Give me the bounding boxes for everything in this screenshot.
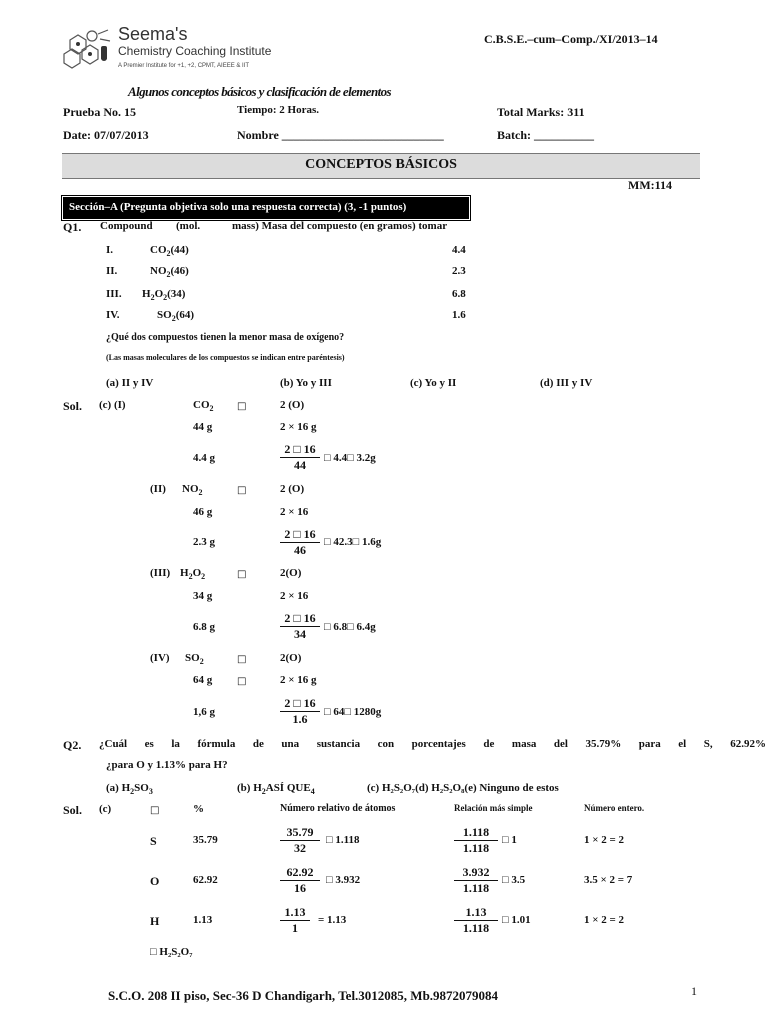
course-code: C.B.S.E.–cum–Comp./XI/2013–14 bbox=[484, 32, 658, 46]
q2-word: para bbox=[638, 738, 661, 750]
whole-value: 1 × 2 = 2 bbox=[584, 914, 625, 926]
q1-stem-mol: (mol. bbox=[176, 220, 201, 232]
q1-item-roman: II. bbox=[106, 265, 118, 277]
q1-item-mass: 2.3 bbox=[452, 265, 466, 277]
q1-option-b: (b) Yo y III bbox=[280, 377, 332, 389]
q2-word: sustancia bbox=[316, 738, 361, 750]
q1-option-d: (d) III y IV bbox=[540, 377, 593, 389]
q1-item-formula: $CO_2(44)$ bbox=[150, 244, 189, 259]
sol-tag: (IV) bbox=[150, 652, 170, 664]
q1-question: ¿Qué dos compuestos tienen la menor masa de oxígeno? bbox=[106, 332, 345, 343]
q2-word: fórmula bbox=[197, 738, 236, 750]
sol-mass: 46 g bbox=[193, 506, 213, 518]
placeholder-glyph: □ bbox=[237, 569, 247, 580]
sol-mass: 64 g bbox=[193, 674, 213, 686]
q1-option-c: (c) Yo y II bbox=[410, 377, 457, 389]
logo-emblem bbox=[62, 26, 116, 72]
placeholder-glyph: □ bbox=[237, 676, 247, 687]
q2-option-a: (a) $H_2SO_3$ bbox=[106, 782, 153, 797]
sol-result: □ 6.8□ 6.4g bbox=[324, 621, 376, 633]
sol-taken-mass: 1,6 g bbox=[193, 706, 215, 718]
q2-word: del bbox=[553, 738, 568, 750]
q1-item-mass: 4.4 bbox=[452, 244, 466, 256]
logo-name: Seema's bbox=[118, 24, 188, 44]
q2-word: ¿Cuál bbox=[99, 738, 128, 750]
sol-ratio: 2(O) bbox=[280, 652, 302, 664]
q1-item-roman: III. bbox=[106, 288, 122, 300]
student-name-field: Nombre ___________________________ bbox=[237, 128, 444, 142]
sol2-label: Sol. bbox=[63, 803, 83, 817]
whole-value: 1 × 2 = 2 bbox=[584, 834, 625, 846]
q2-option-b: (b) $H_2ASÍ$ $QUE_4$ bbox=[237, 782, 315, 797]
relative-value: □ 1.118 bbox=[326, 834, 360, 846]
q1-item-mass: 1.6 bbox=[452, 309, 466, 321]
q2-options-cde: (c) H₂S₂O₇(d) H₂S₂O₈(e) Ninguno de estos bbox=[367, 782, 559, 794]
q1-item-roman: IV. bbox=[106, 309, 120, 321]
q1-stem-compound: Compound bbox=[100, 220, 153, 232]
relative-fraction: $\frac{35.79}{32}$ bbox=[280, 825, 320, 856]
q2-word: 35.79% bbox=[585, 738, 622, 750]
sol-oxygen-mass: 2 × 16 bbox=[280, 506, 309, 518]
placeholder-glyph: □ bbox=[150, 805, 160, 816]
sol-oxygen-mass: 2 × 16 bbox=[280, 590, 309, 602]
batch-field: Batch: __________ bbox=[497, 128, 594, 142]
col-relative-atoms: Número relativo de átomos bbox=[280, 803, 396, 814]
sol1-answer: (c) (I) bbox=[99, 399, 126, 411]
q1-item-formula: $NO_2(46)$ bbox=[150, 265, 189, 280]
sol-ratio: 2(O) bbox=[280, 567, 302, 579]
q2-word: la bbox=[171, 738, 180, 750]
max-marks: MM:114 bbox=[628, 178, 672, 192]
sol-oxygen-mass: 2 × 16 g bbox=[280, 674, 317, 686]
sol2-final-formula: □ H₂S₂O₇ bbox=[150, 946, 193, 958]
q1-stem-rest: mass) Masa del compuesto (en gramos) tomar bbox=[232, 220, 448, 232]
sol-fraction: $\frac{2 □ 16}{1.6}$ bbox=[280, 696, 320, 727]
q2-stem-line1 bbox=[99, 738, 766, 750]
q2-word: masa bbox=[511, 738, 537, 750]
placeholder-glyph: □ bbox=[237, 485, 247, 496]
sol-mass: 44 g bbox=[193, 421, 213, 433]
test-duration: Tiempo: 2 Horas. bbox=[237, 104, 319, 116]
sol-fraction: $\frac{2 □ 16}{46}$ bbox=[280, 527, 320, 558]
element-symbol: O bbox=[150, 874, 160, 888]
total-marks: Total Marks: 311 bbox=[497, 105, 585, 119]
relative-fraction: $\frac{1.13}{1}$ bbox=[280, 905, 310, 936]
element-percent: 62.92 bbox=[193, 874, 218, 886]
logo-institute: Chemistry Coaching Institute bbox=[118, 44, 272, 58]
q1-item-roman: I. bbox=[106, 244, 114, 256]
sol-taken-mass: 4.4 g bbox=[193, 452, 215, 464]
q2-word: el bbox=[678, 738, 687, 750]
sol-compound: $H_2O_2$ bbox=[180, 567, 206, 582]
sol-taken-mass: 2.3 g bbox=[193, 536, 215, 548]
q1-item-formula: $H_2O_2(34)$ bbox=[142, 288, 186, 303]
q1-number: Q1. bbox=[63, 220, 82, 234]
sol-mass: 34 g bbox=[193, 590, 213, 602]
q2-word: es bbox=[144, 738, 154, 750]
q1-item-formula: $SO_2(64)$ bbox=[157, 309, 195, 324]
q1-item-mass: 6.8 bbox=[452, 288, 466, 300]
q1-note: (Las masas moleculares de los compuestos se indican entre paréntesis) bbox=[106, 353, 345, 362]
topic-title: Algunos conceptos básicos y clasificación de elementos bbox=[128, 84, 391, 99]
q2-word: S, bbox=[703, 738, 713, 750]
q2-word: una bbox=[281, 738, 300, 750]
sol-compound: $CO_2$ bbox=[193, 399, 214, 414]
test-number: Prueba No. 15 bbox=[63, 105, 136, 119]
q2-word: de bbox=[483, 738, 495, 750]
sol-ratio: 2 (O) bbox=[280, 399, 305, 411]
sol-tag: (II) bbox=[150, 483, 166, 495]
col-whole-number: Número entero. bbox=[584, 803, 645, 813]
whole-value: 3.5 × 2 = 7 bbox=[584, 874, 633, 886]
logo-tagline: A Premier Institute for +1, +2, CPMT, AIEEE & IIT bbox=[118, 63, 250, 69]
banner-title: CONCEPTOS BÁSICOS bbox=[305, 157, 457, 172]
q2-stem-line2: ¿para O y 1.13% para H? bbox=[106, 759, 228, 771]
simple-value: □ 1 bbox=[502, 834, 517, 846]
test-date: Date: 07/07/2013 bbox=[63, 128, 149, 142]
element-percent: 35.79 bbox=[193, 834, 218, 846]
footer-address: S.C.O. 208 II piso, Sec-36 D Chandigarh, Tel.3012085, Mb.9872079084 bbox=[108, 988, 499, 1003]
simple-fraction: $\frac{3.932}{1.118}$ bbox=[454, 865, 498, 896]
simple-value: □ 3.5 bbox=[502, 874, 526, 886]
sol-oxygen-mass: 2 × 16 g bbox=[280, 421, 317, 433]
col-simplest-ratio: Relación más simple bbox=[454, 803, 533, 813]
page-number: 1 bbox=[691, 984, 697, 998]
section-a-title: Sección–A (Pregunta objetiva solo una respuesta correcta) (3, -1 puntos) bbox=[69, 201, 407, 213]
q2-word: 62.92% bbox=[730, 738, 766, 750]
sol1-label: Sol. bbox=[63, 399, 83, 413]
element-symbol: S bbox=[150, 834, 157, 848]
simple-value: □ 1.01 bbox=[502, 914, 531, 926]
placeholder-glyph: □ bbox=[237, 401, 247, 412]
element-symbol: H bbox=[150, 914, 160, 928]
element-percent: 1.13 bbox=[193, 914, 213, 926]
q2-word: porcentajes bbox=[411, 738, 466, 750]
simple-fraction: $\frac{1.13}{1.118}$ bbox=[454, 905, 498, 936]
sol-fraction: $\frac{2 □ 16}{44}$ bbox=[280, 442, 320, 473]
relative-value: = 1.13 bbox=[318, 914, 347, 926]
sol-result: □ 4.4□ 3.2g bbox=[324, 452, 376, 464]
sol-result: □ 42.3□ 1.6g bbox=[324, 536, 382, 548]
sol-taken-mass: 6.8 g bbox=[193, 621, 215, 633]
sol2-answer: (c) bbox=[99, 803, 112, 815]
simple-fraction: $\frac{1.118}{1.118}$ bbox=[454, 825, 498, 856]
sol-compound: $NO_2$ bbox=[182, 483, 203, 498]
q2-word: con bbox=[377, 738, 395, 750]
sol-result: □ 64□ 1280g bbox=[324, 706, 382, 718]
q1-option-a: (a) II y IV bbox=[106, 377, 154, 389]
sol-fraction: $\frac{2 □ 16}{34}$ bbox=[280, 611, 320, 642]
q2-number: Q2. bbox=[63, 738, 82, 752]
relative-value: □ 3.932 bbox=[326, 874, 361, 886]
placeholder-glyph: □ bbox=[237, 654, 247, 665]
q2-word: de bbox=[252, 738, 264, 750]
sol-tag: (III) bbox=[150, 567, 171, 579]
relative-fraction: $\frac{62.92}{16}$ bbox=[280, 865, 320, 896]
sol-ratio: 2 (O) bbox=[280, 483, 305, 495]
sol-compound: $SO_2$ bbox=[185, 652, 204, 667]
col-percent: % bbox=[193, 803, 204, 815]
